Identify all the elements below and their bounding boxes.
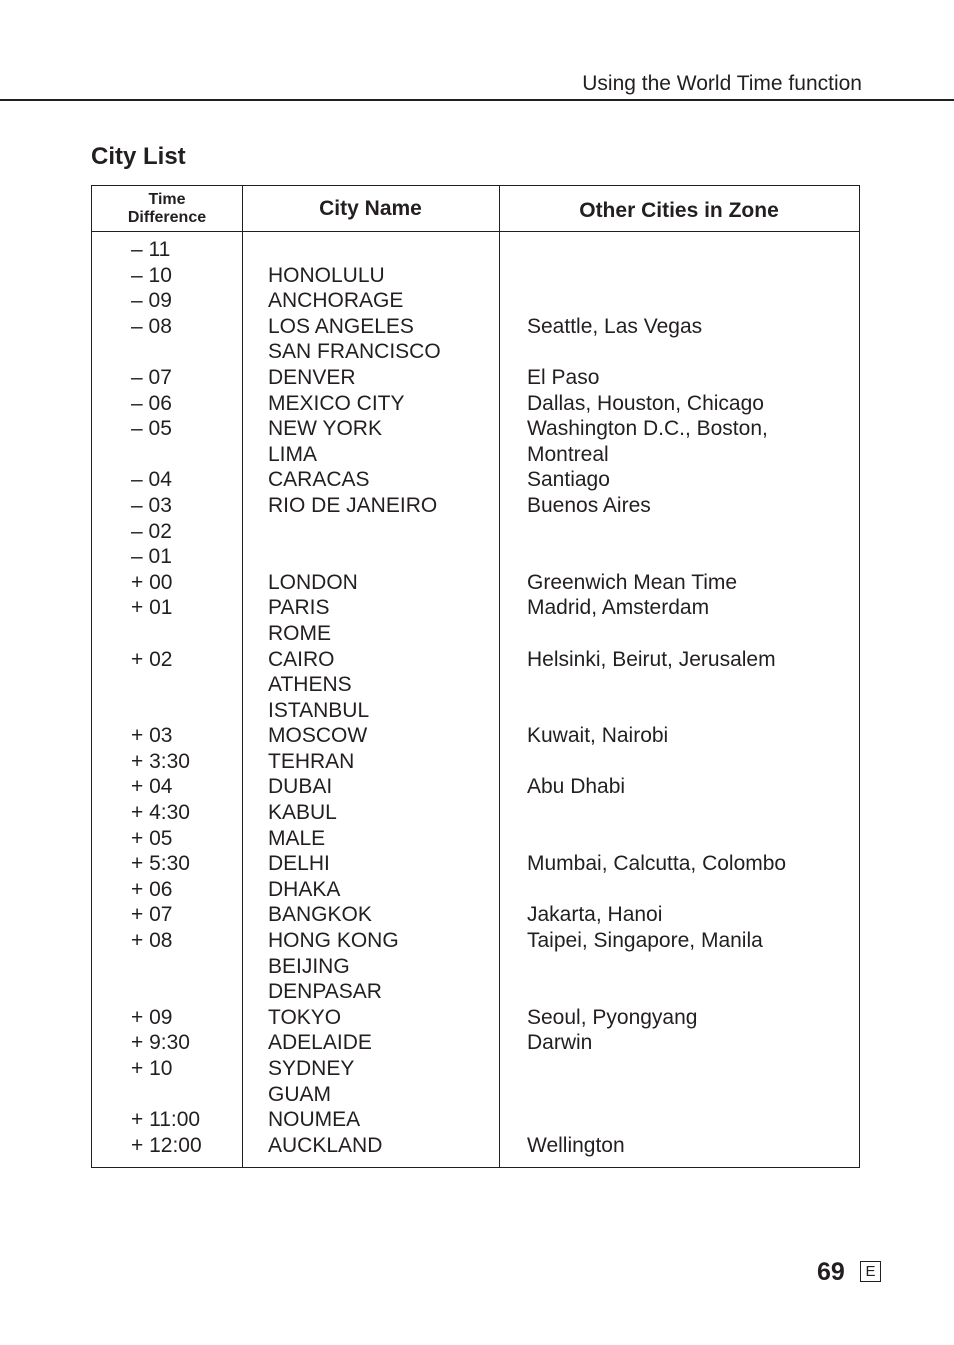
time-difference-cell: – 11 [131, 238, 171, 261]
table-row [92, 723, 859, 749]
other-cities-cell: Greenwich Mean Time [527, 570, 738, 594]
time-difference-cell: + 10 [131, 1057, 173, 1080]
header-time-difference [92, 186, 242, 231]
table-row [92, 928, 859, 954]
other-cities-cell: Helsinki, Beirut, Jerusalem [527, 647, 776, 671]
running-header-title: Using the World Time function [582, 72, 862, 95]
section-title: City List [91, 143, 186, 170]
header-rule [0, 99, 954, 101]
city-name-cell: TOKYO [268, 1005, 342, 1029]
time-difference-cell: + 03 [131, 724, 173, 748]
header-other-cities-label: Other Cities in Zone [579, 198, 779, 222]
other-cities-cell: Seattle, Las Vegas [527, 314, 703, 338]
city-name-cell: PARIS [268, 596, 330, 620]
city-name-cell: DUBAI [268, 775, 333, 799]
table-row [92, 365, 859, 391]
time-difference-cell: + 09 [131, 1005, 173, 1029]
table-row [92, 902, 859, 928]
city-name-cell: ATHENS [268, 673, 352, 697]
table-row [92, 826, 859, 852]
table-row [92, 519, 859, 545]
table-row [92, 749, 859, 775]
city-name-cell: RIO DE JANEIRO [268, 493, 438, 517]
city-name-cell: AUCKLAND [268, 1133, 383, 1157]
table-row [92, 774, 859, 800]
table-row [92, 493, 859, 519]
city-name-cell: ISTANBUL [268, 698, 370, 722]
other-cities-cell: Abu Dhabi [527, 775, 626, 799]
table-row [92, 647, 859, 673]
table-row [92, 851, 859, 877]
time-difference-cell: + 3:30 [131, 749, 190, 773]
city-name-cell: LONDON [268, 570, 358, 594]
table-row [92, 698, 859, 724]
city-name-cell: TEHRAN [268, 749, 355, 773]
time-difference-cell: + 06 [131, 877, 173, 901]
city-name-cell: DELHI [268, 852, 330, 876]
other-cities-cell: Taipei, Singapore, Manila [527, 929, 763, 953]
city-name-cell: DENPASAR [268, 980, 382, 1004]
city-name-cell: DENVER [268, 365, 356, 389]
other-cities-cell: Seoul, Pyongyang [527, 1005, 698, 1029]
time-difference-cell: – 08 [131, 314, 172, 338]
table-row [92, 288, 859, 314]
table-row [92, 1133, 859, 1159]
city-name-cell: CARACAS [268, 468, 370, 492]
city-name-cell: LIMA [268, 442, 318, 466]
page-number: 69 [817, 1258, 845, 1286]
time-difference-cell: – 03 [131, 493, 172, 517]
table-row [92, 544, 859, 570]
city-name-cell: MALE [268, 826, 326, 850]
time-difference-cell: + 07 [131, 903, 173, 927]
other-cities-cell: Mumbai, Calcutta, Colombo [527, 852, 787, 876]
time-difference-cell: + 04 [131, 775, 173, 799]
time-difference-cell: + 02 [131, 647, 173, 671]
city-name-cell: ANCHORAGE [268, 289, 404, 313]
table-row [92, 595, 859, 621]
city-name-cell: DHAKA [268, 877, 341, 901]
table-row [92, 467, 859, 493]
other-cities-cell: Buenos Aires [527, 493, 651, 517]
time-difference-cell: + 4:30 [131, 801, 190, 825]
other-cities-cell: El Paso [527, 365, 600, 389]
header-other-cities [499, 186, 859, 231]
city-name-cell: SAN FRANCISCO [268, 340, 441, 364]
table-row [92, 263, 859, 289]
time-difference-cell: + 01 [131, 596, 173, 620]
time-difference-cell: + 12:00 [131, 1133, 202, 1157]
other-cities-cell: Darwin [527, 1031, 593, 1055]
city-name-cell: GUAM [268, 1082, 331, 1106]
table-row [92, 800, 859, 826]
city-name-cell: ADELAIDE [268, 1031, 372, 1055]
time-difference-cell: – 05 [131, 417, 172, 441]
header-city-name: City Name [319, 196, 422, 220]
city-name-cell: MEXICO CITY [268, 391, 405, 415]
table-row [92, 1056, 859, 1082]
city-name-cell: LOS ANGELES [268, 314, 414, 338]
table-row [92, 621, 859, 647]
city-name-cell: NEW YORK [268, 417, 382, 441]
city-name-cell: HONOLULU [268, 263, 385, 287]
table-body [92, 237, 859, 1158]
time-difference-cell: – 01 [131, 545, 172, 569]
time-difference-cell: + 05 [131, 826, 173, 850]
table-row [92, 339, 859, 365]
time-difference-cell: – 10 [131, 263, 172, 287]
language-marker: E [860, 1261, 881, 1282]
table-row [92, 979, 859, 1005]
table-row [92, 416, 859, 442]
time-difference-cell: + 9:30 [131, 1031, 190, 1055]
city-name-cell: ROME [268, 621, 331, 645]
other-cities-cell: Santiago [527, 468, 610, 492]
time-difference-cell: – 09 [131, 289, 172, 313]
other-cities-cell: Montreal [527, 442, 609, 466]
header-time-difference-line2: Difference [127, 208, 207, 226]
table-row [92, 237, 859, 263]
table-row [92, 954, 859, 980]
header-time-difference-line1: Time [148, 190, 186, 208]
header-divider [92, 231, 859, 232]
other-cities-cell: Madrid, Amsterdam [527, 596, 710, 620]
table-row [92, 570, 859, 596]
time-difference-cell: – 07 [131, 365, 172, 389]
other-cities-cell: Kuwait, Nairobi [527, 724, 669, 748]
city-name-cell: HONG KONG [268, 929, 399, 953]
table-row [92, 1082, 859, 1108]
time-difference-cell: + 08 [131, 929, 173, 953]
city-name-cell: MOSCOW [268, 724, 368, 748]
other-cities-cell: Dallas, Houston, Chicago [527, 391, 764, 415]
other-cities-cell: Washington D.C., Boston, [527, 417, 768, 441]
table-row [92, 442, 859, 468]
time-difference-cell: + 11:00 [131, 1108, 201, 1132]
table-row [92, 672, 859, 698]
table-row [92, 314, 859, 340]
city-name-cell: KABUL [268, 801, 337, 825]
city-name-cell: SYDNEY [268, 1057, 355, 1080]
time-difference-cell: + 00 [131, 570, 173, 594]
time-difference-cell: – 04 [131, 468, 172, 492]
city-name-cell: BANGKOK [268, 903, 372, 927]
table-row [92, 391, 859, 417]
city-list-table [91, 185, 860, 1168]
table-row [92, 1005, 859, 1031]
time-difference-cell: – 02 [131, 519, 172, 543]
time-difference-cell: + 5:30 [131, 852, 190, 876]
table-row [92, 1107, 859, 1133]
table-row [92, 1030, 859, 1056]
city-name-cell: CAIRO [268, 647, 335, 671]
other-cities-cell: Wellington [527, 1133, 625, 1157]
city-name-cell: NOUMEA [268, 1108, 361, 1132]
table-row [92, 877, 859, 903]
city-name-cell: BEIJING [268, 954, 350, 978]
other-cities-cell: Jakarta, Hanoi [527, 903, 663, 927]
time-difference-cell: – 06 [131, 391, 172, 415]
